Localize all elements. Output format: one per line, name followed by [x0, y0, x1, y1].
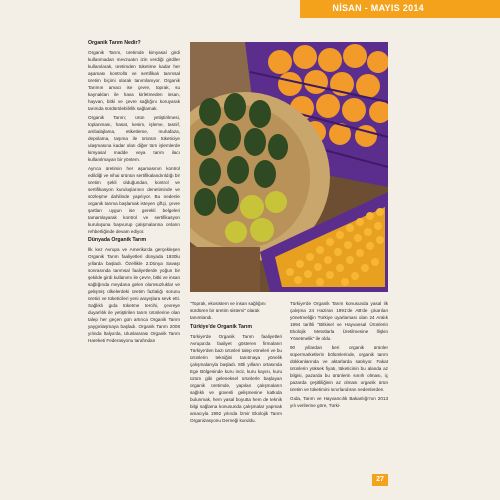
paragraph: Organik Tarım; ürün yetiştirilmesi, toplanması, hasat, kesim, işleme, tasnif, ambalajlama, etiketleme, muhafaza, depolama, taşıma ile ürünün tüketiciye ulaşmasına kadar olan diğer tüm işlemlerde kimyasal madde veya tarım ilacı kullanılmayan bir yöntem.	[88, 115, 180, 162]
issue-date: NİSAN - MAYIS 2014	[332, 3, 424, 13]
produce-crates-photo	[190, 42, 388, 292]
section-title-turkiyede-organik-tarim: Türkiye'de Organik Tarım	[190, 324, 252, 330]
issue-header-bar	[300, 0, 500, 18]
section-title-organik-tarim-nedir: Organik Tarım Nedir?	[88, 40, 141, 46]
section-title-dunyada-organik-tarim: Dünyada Organik Tarım	[88, 237, 147, 243]
column-2	[190, 324, 282, 426]
paragraph: Türkiye'de Organik Tarım konusunda yasal ilk çalışma 24 Haziran 1991'de AB'de çıkarılan yönetmeliğin Türkiye uyarlaması olan 24 Aralık 1994 tarihli "Bitkisel ve Hayvansal Ürünlerin Ekolojik Metotlarla Üretilmesine İlişkin Yönetmelik" ile oldu.	[290, 301, 388, 341]
paragraph: 90 yıllardan beri organik ürünler süpermarketlerin bölümlerinde, organik tarım dükkanlarında ve aktarlarda satılıyor. Fakat ürünlerin yüksek fiyatı, tüketicinin bu alanda az bilgisi, pazarda bu ürünlerin sınırlı olması, iç pazarda çeşitliliğinin az olması organik ürün üretim ve tüketimini sınırlandıran nedenlerden.	[290, 345, 388, 392]
pull-quote: "Toprak, ekosistem ve insan sağlığını sürdüren bir üretim sistemi" olarak tanımlandı.	[190, 301, 266, 320]
paragraph: Türkiye'de Organik Tarım faaliyetleri Avrupa'da faaliyet gösteren firmaların Türkiye'den bazı ürünleri talep etmeleri ve bu ürünlerin tekniğini tanıtmaya yönelik çalışmalarıyla başladı. 80li yılların ortasında Ege Bölgesinde kuru incir, kuru kayısı, kuru üzüm gibi geleneksel ürünlerle başlayan organik üretimde, yapılan çalışmaların sağlıklı ve güvenli gelişmesine katkıda bulunmak, hem yasal boyutta hem de teknik bilgi sağlama konusunda çalışmalar yapmak amacıyla 1992 yılında İzmir Ekolojik Tarım Organizasyonu Derneği kuruldu.	[190, 334, 282, 423]
produce-illustration	[190, 42, 388, 292]
column-1	[88, 40, 180, 346]
page-number: 27	[372, 474, 388, 486]
paragraph: Ayrıca üretimin her aşamasının kontrol edildiği ve nihai ürünün sertifikalandırıldığı bir üretim şekli olduğundan, kontrol ve sertifikasyon kuruluşlarının denetiminde ve sözleşme dahilinde yapılıyor. Bu nedenle organik tarıma başlamak isteyen çiftçi, çevre şartları uygun ise gerekli belgeleri tamamlayarak kontrol ve sertifikasyon kuruluşuna başvurup çalışmalarına onların rehberliğinde devam ediyor.	[88, 166, 180, 234]
paragraph: İlk kez Avrupa ve Amerika'da gerçekleşen Organik Tarım faaliyetleri dünyada 1930lu yıllarda başladı. Özellikle 2.Dünya Savaşı sonrasında tarımsal faaliyetlerde yoğun bir şekilde girdi kullanımı ile çevre, bitki ve insan sağlığında meydana gelen olumsuzluklar ve gelişmiş ülkelerdeki üretim fazlalığı sorunu üretici ve tüketicileri yeni arayışlara sevk etti. Sağlıklı gıda tüketme tercihi, çevreye duyarlılık ile yetiştirilen tarım ürünlerine olan talep her geçen gün artınca Organik Tarım yaygınlaşmaya başladı. Organik Tarım 2008 yılında İtalya'da, Uluslararası Organik Tarım Hareketi Federasyonu tarafından	[88, 247, 180, 343]
column-3	[290, 300, 388, 411]
paragraph: Gıda, Tarım ve Hayvancılık Bakanlığı'nın 2013 yılı verilerine göre, Türki-	[290, 396, 388, 408]
paragraph: Organik Tarım, üretimde kimyasal girdi kullanmadan mevzuatın izin verdiği girdiler kullanılarak, üretimden tüketime kadar her aşaması kontrollü ve sertifikalı tarımsal üretim biçimi olarak tanımlanıyor. Organik Tarımın amacı ise çevre, toprak, su kaynakları ile hava kirletmeden insan, hayvan, bitki ve çevre sağlığını koruyarak tarımda sürdürülebilirlik sağlamak.	[88, 50, 180, 111]
